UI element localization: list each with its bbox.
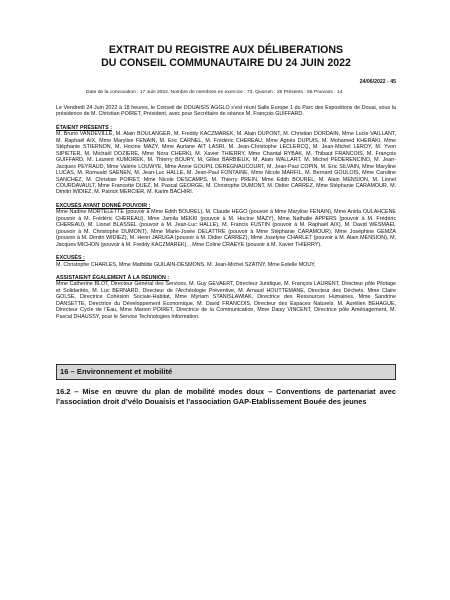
present-heading: ÉTAIENT PRÉSENTS :: [56, 124, 113, 131]
deliberation-subject: 16.2 – Mise en œuvre du plan de mobilité modes doux – Conventions de partenariat avec l’association droit d’vélo Douaisis et l’association GAP-Etablissement Bouée des jeunes: [56, 387, 396, 406]
excused-heading: EXCUSÉS :: [56, 255, 85, 262]
present-list: M. Bruno VANDEVILLE, M. Alain BOULANGER, M. Freddy KACZMAREK, M. Alain DUPONT, M. Christian DORDAIN, Mme Lucie VAILLANT, M. Raphaël AIX, Mme Marylise FENAIN, M. Eric CARNEL, M. Frédéric CHEREAU, Mme Agnès DUPUIS, M. Mohamed KHERAKI, Mme Stéphanie STIERNON, M. Hocine MAZY, Mme Auriane AIT LASRI, M. Jean-Christophe LECLERCQ, M. Jean-Michel LEROY, M. Yvon SIPIETER, M. Michaël DOZIERE, Mme Nora CHERKI, M. Xavier THIERRY, Mme Chantal RYBAK, M. Thibaut FRANCOIS, M. François GUIFFARD, M. Laurent KUMOREK, M. Thierry BOURY, M. Gilles BARBIEUX, M. Alain WALLART, M. Michel PEDERENCINO, M. Jean-Jacques PEYRAUD, Mme Valérie LOUWYE, Mme Annie GOUPIL DEREGNAUCOURT, M. Jean-Paul COPIN, M. Eric SILVAIN, Mme Maryline LUCAS, M. Romuald SAENEN, M. Jean-Luc HALLE, M. Jean-Paul FONTAINE, Mme Nicole MARFIL, M. Bernard GOULOIS, Mme Caroline SANCHEZ, M. Christian POIRET, Mme Nicole DESCAMPS, M. Thierry PREIN, Mme Edith BOUREL, M. Alain MENSION, M. Lionel COURDAVAULT, Mme Francette DUEZ, M. Pascal GEORGE, M. Christophe DUMONT, M. Didier CARREZ, Mme Stéphanie CARAMOUR, M. Dimitri WIDIEZ, M. Patrick MERCIER, M. Karim BACHIRI.: [56, 131, 396, 196]
title-line-1: EXTRAIT DU REGISTRE AUX DÉLIBERATIONS: [108, 44, 344, 56]
convocation-line: Date de la convocation : 17 Juin 2022. Nombre de membres en exercice : 73. Quorum : 25 Présents : 55 Pouvoirs : 14: [86, 90, 343, 95]
section-heading-box: 16 – Environnement et mobilité: [56, 364, 396, 380]
excused-list: M. Christophe CHARLES, Mme Mathilde GUILAIN-DESMONS, M. Jean-Michel SZATNY, Mme Estelle MOUY,: [56, 261, 316, 268]
title-line-2: DU CONSEIL COMMUNAUTAIRE DU 24 JUIN 2022: [101, 57, 351, 69]
intro-paragraph: Le Vendredi 24 Juin 2022 à 18 heures, le Conseil de DOUAISIS AGGLO s’est réuni Salle Europe 1 du Parc des Expositions de Douai, sous la présidence de M. Christian POIRET, Président, avec pour Secrétaire de séance M. François GUIFFARD.: [56, 105, 396, 118]
proxies-list: Mme Nadine MORTELETTE (pouvoir à Mme Edith BOUREL), M. Claude HEGO (pouvoir à Mme Marylise FENAIN), Mme Anida OULAHCENE (pouvoir à M. Frédéric CHEREAU), Mme Jamila MEKKI (pouvoir à M. Hocine MAZY), Mme Nathalie APPERS (pouvoir à M. Frédéric CHEREAU), M. Lionel BLASSEL (pouvoir à M. Jean-Luc HALLE), M. Francis FUSTIN (pouvoir à M. Raphaël AIX), M. David WESMAEL (pouvoir à M. Christophe DUMONT), Mme Marie-Josée DELATTRE (pouvoir à Mme Stéphanie CARAMOUR), Mme Joséphine GEMZA (pouvoir à M. Dimitri WIDIEZ), M. Henri JARUGA (pouvoir à M. Didier CARREZ), Mme Joselyne CHARLET (pouvoir à M. Alain MENSION), M. Jacques MICHON (pouvoir à M. Freddy KACZMAREK), , Mme Coline CRAEYE (pouvoir à M. Xavier THIERRY).: [56, 209, 396, 248]
deliberation-reference: 24/06/2022 - 45: [359, 79, 396, 85]
document-title: [56, 44, 396, 70]
attendees-heading: ASSISTAIENT ÉGALEMENT À LA RÉUNION :: [56, 274, 170, 281]
proxies-heading: EXCUSÉS AYANT DONNÉ POUVOIR :: [56, 202, 151, 209]
attendees-list: Mme Catherine BLOT, Directeur Général des Services, M. Guy GEVAERT, Directeur Juridique, M. François LAURENT, Directeur pôle Pilotage et Solidarités, M. Luc BERNARD, Directeur de l’Archéologie Préventive, M. Arnaud HOUTTEMANE, Directeur des Déchets, Mme Claire GOLSE, Directrice Cohésion Sociale-Habitat, Mme Myriam STANISLAWIAK, Directrice des Ressources Humaines, Mme Sandrine DANSETTE, Directrice du Développement Economique, M. David FRANCOIS, Directeur des Espaces Naturels, M. Aurélien BEHAGUE, Directeur Cycle de l’Eau, Mme Marion POIRET, Directrice de la Communication, Mme Daisy VINCENT, Directrice pôle Aménagement, M. Pascal DHAUSSY, pour le Service Technologies Information.: [56, 281, 396, 320]
